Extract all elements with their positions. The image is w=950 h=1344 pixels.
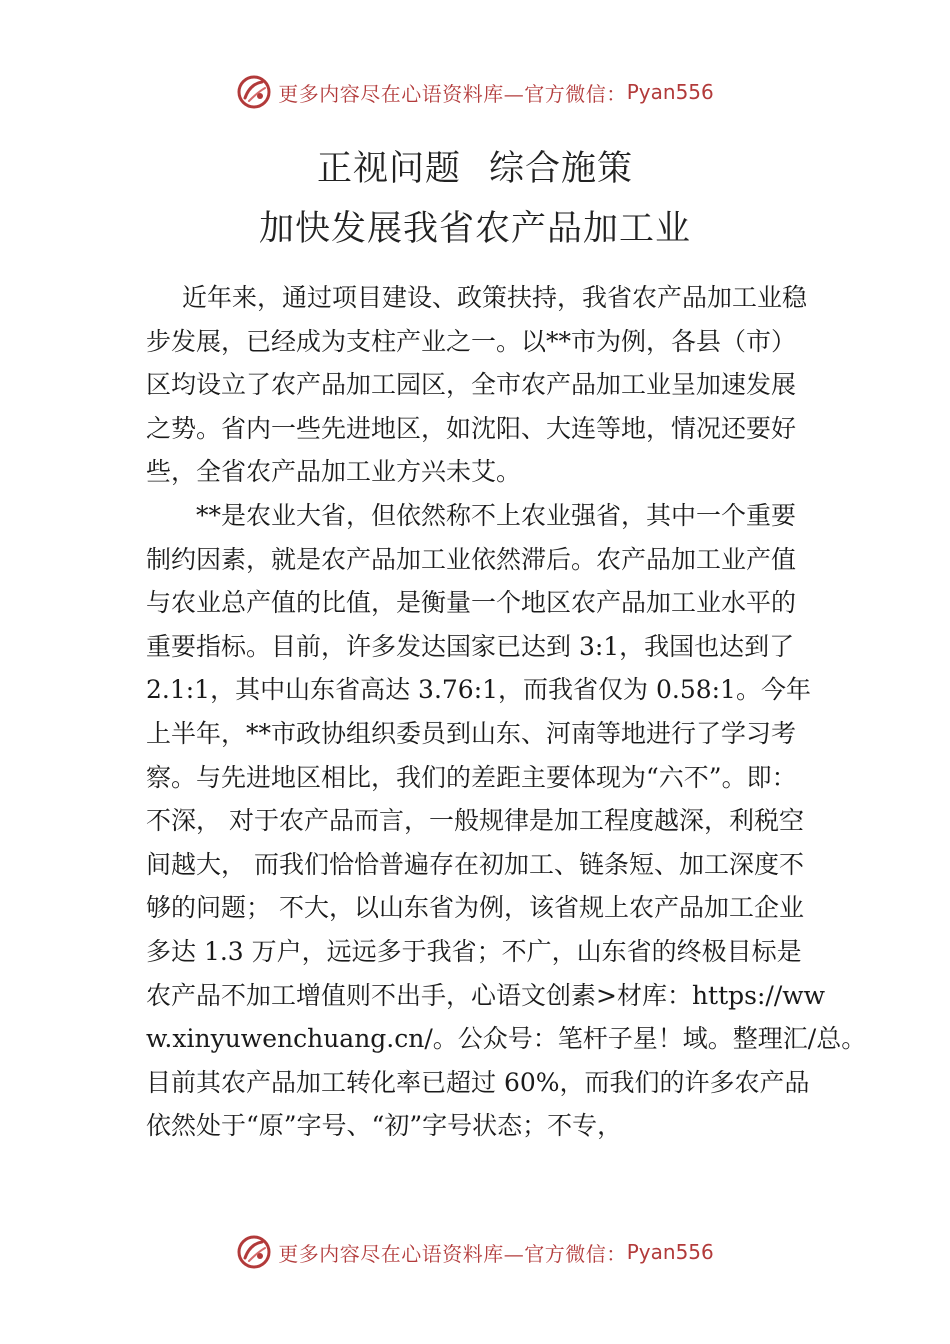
body-line: 重要指标。目前，许多发达国家已达到 3:1，我国也达到了 — [146, 631, 795, 661]
logo-icon — [236, 74, 272, 110]
body-line: 制约因素，就是农产品加工业依然滞后。农产品加工业产值 — [146, 544, 797, 574]
footer-banner-text: 更多内容尽在心语资料库—官方微信： — [278, 1241, 627, 1266]
body-line: 步发展，已经成为支柱产业之一。以**市为例，各县（市） — [146, 326, 797, 356]
header-wechat-id: Pyan556 — [626, 80, 714, 104]
header-banner — [0, 70, 950, 114]
body-line: 依然处于“原”字号、“初”字号状态；不专， — [146, 1111, 623, 1141]
body-line: w.xinyuwenchuang.cn/。公众号：笔杆子星！域。整理汇/总。 — [146, 1024, 867, 1054]
body-line: 够的问题； 不大，以山东省为例，该省规上农产品加工企业 — [146, 893, 804, 923]
body-line: 2.1:1，其中山东省高达 3.76:1，而我省仅为 0.58:1。今年 — [146, 675, 811, 705]
body-line: 之势。省内一些先进地区，如沈阳、大连等地，情况还要好 — [146, 413, 797, 443]
body-line: 区均设立了农产品加工园区，全市农产品加工业呈加速发展 — [146, 370, 797, 400]
title-part-1: 正视问题 — [316, 149, 461, 189]
title-line-2: 加快发展我省农产品加工业 — [258, 209, 691, 249]
body-line: 目前其农产品加工转化率已超过 60%，而我们的许多农产品 — [146, 1067, 810, 1097]
body-line: 上半年，**市政协组织委员到山东、河南等地进行了学习考 — [146, 718, 797, 748]
article-body — [146, 276, 867, 1148]
body-line: 察。与先进地区相比，我们的差距主要体现为“六不”。即： — [146, 762, 797, 792]
header-banner-text: 更多内容尽在心语资料库—官方微信： — [278, 81, 627, 106]
body-line: 间越大， 而我们恰恰普遍存在初加工、链条短、加工深度不 — [146, 849, 804, 879]
body-line: 不深， 对于农产品而言，一般规律是加工程度越深，利税空 — [146, 806, 804, 836]
body-line: 多达 1.3 万户，远远多于我省；不广，山东省的终极目标是 — [146, 936, 802, 966]
title-part-2: 综合施策 — [489, 149, 634, 189]
footer-banner — [0, 1230, 950, 1274]
body-line: **是农业大省，但依然称不上农业强省，其中一个重要 — [196, 500, 797, 530]
title-line-1 — [0, 141, 950, 191]
body-line: 近年来，通过项目建设、政策扶持，我省农产品加工业稳 — [182, 283, 808, 312]
footer-wechat-id: Pyan556 — [626, 1240, 714, 1264]
body-line: 农产品不加工增值则不出手，心语文创素>材库：https://ww — [146, 980, 826, 1010]
body-line: 与农业总产值的比值，是衡量一个地区农产品加工业水平的 — [146, 588, 797, 618]
body-line: 些，全省农产品加工业方兴未艾。 — [146, 457, 522, 487]
logo-icon — [236, 1234, 272, 1270]
